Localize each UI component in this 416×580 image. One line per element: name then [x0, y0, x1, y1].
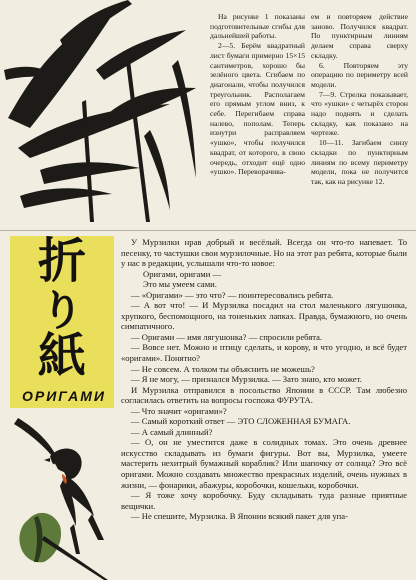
poem-line: Это мы умеем сами.: [143, 279, 217, 290]
story-paragraph: — Самый короткий ответ — ЭТО СЛОЖЕННАЯ БУМАГА.: [131, 416, 351, 427]
title-panel: [10, 233, 114, 408]
instructions-column-1: [210, 12, 305, 177]
story-paragraph: — Я тоже хочу коробочку. Буду складывать туда разные приятные вещички.: [121, 490, 407, 511]
bird-ink-illustration: [8, 416, 118, 580]
story-paragraph: — Я не могу, — признался Мурзилка. — Зато знаю, кто может.: [131, 374, 362, 385]
story-paragraph: — Не совсем. А толком ты объяснить не можешь?: [131, 363, 315, 374]
story-paragraph: У Мурзилки нрав добрый и весёлый. Всегда он что-то напевает. То песенку, то частушки свои мурзилочные. Но на этот раз ребята, которые были у нас в редакции, услышали что-то новое:: [121, 237, 407, 269]
story-paragraph: — О, он не уместится даже в солидных томах. Это очень древнее искусство складывать из бумаги фигуры. Вот вы, Мурзилка, умеете мастерить нехитрый бумажный кораблик? Или шапочку от солнца? Это всё оригами. Можно создавать множество прекрасных изделий, очень нужных в жизни, — фонарики, абажуры, коробочки, кошельки, коробочки.: [121, 437, 407, 490]
story-paragraph: — А вот что! — И Мурзилка посадил на стол маленького лягушонка, хрупкого, беспомощного, на тоненьких лапках. Правда, бумажного, но очень симпатичного.: [121, 300, 407, 332]
bamboo-ink-illustration: [0, 0, 205, 222]
story-paragraph: — Что значит «оригами»?: [131, 405, 227, 416]
kanji-ori: 折: [37, 233, 86, 289]
story-paragraph: — Не спешите, Мурзилка. В Японии всякий пакет для упа-: [131, 511, 348, 522]
story-text: [121, 237, 407, 522]
instruction-paragraph: 2—5. Берём квадратный лист бумаги примерно 15×15 сантиметров, хорошо бы зелёного цвета. Сгибаем по диагонали, чтобы получился треугольник. Располагаем его прямым углом вниз, к себе. Перегибаем справа налево, пополам. Теперь изнутри расправляем «ушко», чтобы получился квадрат, от которого, в свою очередь, отходит ещё одно «ушко». Переворачива-: [210, 41, 305, 177]
kanji-ri: り: [40, 286, 83, 335]
kanji-kami: 紙: [37, 328, 86, 384]
poem-line: Оригами, оригами —: [143, 268, 222, 279]
instruction-paragraph: ем и повторяем действие заново. Получился квадрат. По пунктирным линиям делаем справа сверху складку.: [311, 12, 408, 60]
article-title: ОРИГАМИ: [21, 388, 107, 404]
instruction-paragraph: 7—9. Стрелка показывает, что «ушки» с четырёх сторон надо поднять и сделать складку, как показано на чертеже.: [311, 89, 408, 138]
story-paragraph: — Оригами — имя лягушонка? — спросили ребята.: [131, 331, 323, 342]
instruction-paragraph: 10—11. Загибаем снизу складки по пунктирным линиям по всему периметру модели, пока не получится так, как на рисунке 12.: [311, 138, 408, 186]
story-paragraph: И Мурзилка отправился в посольство Японии в СССР. Там любезно согласилась ответить на вопросы госпожа ФУРУТА.: [121, 384, 407, 406]
story-paragraph: — «Оригами» — это что? — поинтересовались ребята.: [131, 289, 334, 300]
story-paragraph: — А самый длинный?: [131, 426, 213, 437]
instruction-paragraph: 6. Повторяем эту операцию по периметру всей модели.: [311, 60, 408, 89]
section-divider: [0, 230, 416, 231]
instruction-paragraph: На рисунке 1 показаны подготовительные сгибы для дальнейшей работы.: [210, 12, 305, 41]
instructions-column-2: [311, 12, 408, 187]
story-paragraph: — Вовсе нет. Можно и птицу сделать, и корову, и что угодно, и всё будет «оригами». Понятно?: [121, 342, 407, 364]
